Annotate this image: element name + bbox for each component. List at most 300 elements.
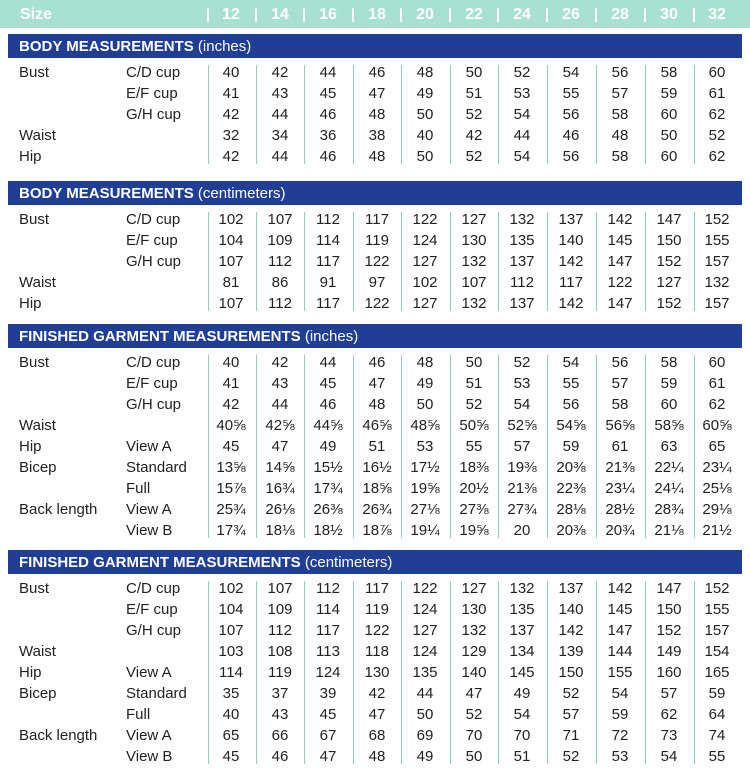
table-cell: 51 xyxy=(465,85,483,102)
table-cell: 139 xyxy=(558,643,584,660)
table-cell: 50 xyxy=(465,748,483,765)
table-cell: 104 xyxy=(218,232,244,249)
table-row xyxy=(0,272,750,293)
table-cell: 24¼ xyxy=(654,480,684,497)
table-cell: 26⅜ xyxy=(313,501,343,518)
table-cell: 107 xyxy=(218,622,244,639)
table-cell: 40⅝ xyxy=(216,417,246,434)
table-cell: 18½ xyxy=(313,522,343,539)
table-cell: 45 xyxy=(319,706,337,723)
table-row xyxy=(0,104,750,125)
table-row xyxy=(0,746,750,767)
table-row xyxy=(0,373,750,394)
table-cell: 18⅞ xyxy=(362,522,392,539)
table-cell: 119 xyxy=(365,232,389,249)
table-cell: 86 xyxy=(271,274,289,291)
size-header-22: 22 xyxy=(465,6,483,23)
section-unit: (centimeters) xyxy=(197,185,286,202)
measurement-sublabel: E/F cup xyxy=(126,375,178,392)
table-cell: 59 xyxy=(660,85,678,102)
table-cell: 50 xyxy=(465,64,483,81)
table-cell: 16¾ xyxy=(265,480,295,497)
table-cell: 46 xyxy=(562,127,580,144)
size-header-16: 16 xyxy=(319,6,337,23)
table-cell: 52 xyxy=(465,106,483,123)
table-row xyxy=(0,520,750,541)
table-cell: 45 xyxy=(222,438,240,455)
table-cell: 137 xyxy=(509,295,535,312)
table-cell: 147 xyxy=(607,295,633,312)
table-row xyxy=(0,352,750,373)
table-row xyxy=(0,457,750,478)
table-cell: 45 xyxy=(222,748,240,765)
table-cell: 42 xyxy=(222,106,240,123)
table-cell: 21⅜ xyxy=(507,480,537,497)
table-cell: 44 xyxy=(319,64,337,81)
measurement-sublabel: View B xyxy=(126,522,173,539)
table-cell: 132 xyxy=(461,253,487,270)
table-cell: 19¼ xyxy=(410,522,440,539)
table-cell: 72 xyxy=(611,727,629,744)
measurement-sublabel: Full xyxy=(126,480,151,497)
section-title xyxy=(8,181,742,205)
table-cell: 48 xyxy=(416,64,434,81)
table-cell: 59 xyxy=(708,685,726,702)
table-cell: 27⅜ xyxy=(459,501,489,518)
measurement-sublabel: View A xyxy=(126,727,172,744)
table-cell: 42 xyxy=(465,127,483,144)
table-cell: 14⅝ xyxy=(265,459,295,476)
table-cell: 54 xyxy=(562,64,580,81)
table-cell: 49 xyxy=(416,375,434,392)
table-cell: 152 xyxy=(704,211,730,228)
table-cell: 132 xyxy=(509,211,535,228)
table-cell: 56 xyxy=(562,148,580,165)
table-cell: 155 xyxy=(607,664,633,681)
table-cell: 55 xyxy=(708,748,726,765)
table-cell: 21⅜ xyxy=(605,459,635,476)
table-cell: 36 xyxy=(319,127,337,144)
table-cell: 63 xyxy=(660,438,678,455)
table-cell: 117 xyxy=(316,295,340,312)
table-cell: 19⅝ xyxy=(410,480,440,497)
table-cell: 40 xyxy=(416,127,434,144)
measurement-sublabel: Full xyxy=(126,706,151,723)
table-cell: 165 xyxy=(704,664,730,681)
table-cell: 127 xyxy=(461,580,487,597)
table-cell: 45 xyxy=(319,375,337,392)
table-cell: 32 xyxy=(222,127,240,144)
table-cell: 49 xyxy=(513,685,531,702)
table-cell: 81 xyxy=(222,274,240,291)
measurement-label: Hip xyxy=(19,148,42,165)
table-cell: 142 xyxy=(607,580,633,597)
table-cell: 34 xyxy=(271,127,289,144)
table-row xyxy=(0,704,750,725)
table-cell: 54 xyxy=(513,106,531,123)
table-cell: 37 xyxy=(271,685,289,702)
measurement-label: Hip xyxy=(19,438,42,455)
table-cell: 26⅛ xyxy=(265,501,295,518)
table-cell: 108 xyxy=(267,643,293,660)
table-cell: 129 xyxy=(461,643,487,660)
table-cell: 35 xyxy=(222,685,240,702)
table-cell: 54 xyxy=(660,748,678,765)
measurement-label: Bust xyxy=(19,354,50,371)
section-unit: (centimeters) xyxy=(304,554,393,571)
measurement-sublabel: E/F cup xyxy=(126,85,178,102)
table-cell: 124 xyxy=(315,664,341,681)
table-cell: 130 xyxy=(364,664,390,681)
table-row xyxy=(0,230,750,251)
table-cell: 22⅜ xyxy=(556,480,586,497)
table-cell: 46 xyxy=(368,354,386,371)
table-row xyxy=(0,683,750,704)
table-cell: 147 xyxy=(656,211,682,228)
table-cell: 149 xyxy=(656,643,682,660)
table-cell: 103 xyxy=(218,643,244,660)
table-cell: 142 xyxy=(558,622,584,639)
table-cell: 109 xyxy=(267,232,293,249)
table-row xyxy=(0,83,750,104)
table-cell: 62 xyxy=(660,706,678,723)
table-cell: 102 xyxy=(218,580,244,597)
table-row xyxy=(0,415,750,436)
table-cell: 46 xyxy=(319,148,337,165)
table-cell: 56 xyxy=(562,396,580,413)
table-cell: 52 xyxy=(513,354,531,371)
table-cell: 114 xyxy=(316,601,340,618)
measurement-label: Back length xyxy=(19,501,98,518)
measurement-sublabel: Standard xyxy=(126,685,187,702)
table-cell: 102 xyxy=(412,274,438,291)
table-cell: 17¾ xyxy=(313,480,343,497)
table-cell: 112 xyxy=(316,580,340,597)
table-row xyxy=(0,146,750,167)
table-cell: 62 xyxy=(708,106,726,123)
table-cell: 124 xyxy=(412,601,438,618)
table-cell: 46 xyxy=(368,64,386,81)
table-cell: 117 xyxy=(365,211,389,228)
measurement-sublabel: View A xyxy=(126,438,172,455)
table-cell: 104 xyxy=(218,601,244,618)
table-cell: 60 xyxy=(660,106,678,123)
table-cell: 57 xyxy=(513,438,531,455)
measurement-label: Bicep xyxy=(19,459,57,476)
table-cell: 97 xyxy=(368,274,386,291)
table-cell: 137 xyxy=(509,253,535,270)
table-cell: 27¾ xyxy=(507,501,537,518)
table-cell: 55 xyxy=(562,85,580,102)
table-cell: 19⅜ xyxy=(507,459,537,476)
table-cell: 50 xyxy=(416,148,434,165)
table-cell: 117 xyxy=(365,580,389,597)
table-cell: 20⅜ xyxy=(556,459,586,476)
table-cell: 52 xyxy=(465,706,483,723)
table-cell: 140 xyxy=(558,232,584,249)
table-cell: 157 xyxy=(704,622,730,639)
table-cell: 124 xyxy=(412,643,438,660)
section-unit: (inches) xyxy=(197,38,252,55)
table-cell: 23¼ xyxy=(605,480,635,497)
table-row xyxy=(0,662,750,683)
table-cell: 113 xyxy=(316,643,340,660)
table-cell: 20⅜ xyxy=(556,522,586,539)
table-row xyxy=(0,209,750,230)
measurement-sublabel: E/F cup xyxy=(126,232,178,249)
measurement-label: Bust xyxy=(19,580,50,597)
table-cell: 112 xyxy=(316,211,340,228)
table-cell: 152 xyxy=(656,622,682,639)
table-cell: 130 xyxy=(461,232,487,249)
table-cell: 132 xyxy=(704,274,730,291)
table-cell: 15⅞ xyxy=(216,480,246,497)
table-cell: 71 xyxy=(562,727,580,744)
table-cell: 42 xyxy=(271,64,289,81)
table-cell: 44 xyxy=(513,127,531,144)
size-header-32: 32 xyxy=(708,6,726,23)
table-cell: 58 xyxy=(611,148,629,165)
table-row xyxy=(0,725,750,746)
table-cell: 51 xyxy=(465,375,483,392)
table-cell: 48 xyxy=(368,396,386,413)
table-cell: 137 xyxy=(509,622,535,639)
table-cell: 109 xyxy=(267,601,293,618)
table-cell: 26¾ xyxy=(362,501,392,518)
table-cell: 70 xyxy=(465,727,483,744)
table-cell: 145 xyxy=(509,664,535,681)
table-cell: 132 xyxy=(461,295,487,312)
section-title xyxy=(8,550,742,574)
table-cell: 54 xyxy=(513,706,531,723)
table-cell: 47 xyxy=(319,748,337,765)
table-cell: 114 xyxy=(219,664,243,681)
table-cell: 144 xyxy=(607,643,633,660)
table-cell: 49 xyxy=(416,748,434,765)
measurement-sublabel: E/F cup xyxy=(126,601,178,618)
table-cell: 112 xyxy=(268,295,292,312)
table-cell: 155 xyxy=(704,601,730,618)
table-cell: 60 xyxy=(660,148,678,165)
table-cell: 58⅝ xyxy=(654,417,684,434)
table-cell: 54 xyxy=(611,685,629,702)
table-cell: 29⅛ xyxy=(702,501,732,518)
table-cell: 52 xyxy=(465,148,483,165)
table-cell: 54⅝ xyxy=(556,417,586,434)
size-header-label: Size xyxy=(20,6,53,23)
table-cell: 140 xyxy=(558,601,584,618)
table-cell: 155 xyxy=(704,232,730,249)
size-header-12: 12 xyxy=(222,6,240,23)
table-cell: 53 xyxy=(513,375,531,392)
table-cell: 60 xyxy=(660,396,678,413)
table-cell: 122 xyxy=(412,211,438,228)
table-cell: 45 xyxy=(319,85,337,102)
table-cell: 49 xyxy=(416,85,434,102)
table-cell: 150 xyxy=(656,232,682,249)
table-cell: 137 xyxy=(558,211,584,228)
table-cell: 119 xyxy=(365,601,389,618)
table-cell: 65 xyxy=(708,438,726,455)
table-cell: 23¼ xyxy=(702,459,732,476)
table-cell: 74 xyxy=(708,727,726,744)
measurement-label: Back length xyxy=(19,727,98,744)
measurement-label: Waist xyxy=(19,417,56,434)
table-cell: 50 xyxy=(416,106,434,123)
table-cell: 21⅛ xyxy=(654,522,684,539)
table-cell: 147 xyxy=(607,622,633,639)
table-cell: 66 xyxy=(271,727,289,744)
table-cell: 42 xyxy=(222,148,240,165)
table-cell: 112 xyxy=(510,274,534,291)
table-cell: 56 xyxy=(611,354,629,371)
table-cell: 135 xyxy=(412,664,438,681)
measurement-label: Hip xyxy=(19,295,42,312)
table-cell: 61 xyxy=(708,375,726,392)
size-header-row xyxy=(0,0,750,28)
table-cell: 150 xyxy=(656,601,682,618)
table-row xyxy=(0,499,750,520)
table-row xyxy=(0,125,750,146)
table-cell: 58 xyxy=(611,106,629,123)
table-row xyxy=(0,251,750,272)
table-cell: 69 xyxy=(416,727,434,744)
size-header-14: 14 xyxy=(271,6,289,23)
measurement-label: Waist xyxy=(19,127,56,144)
table-cell: 127 xyxy=(656,274,682,291)
table-cell: 59 xyxy=(562,438,580,455)
table-cell: 114 xyxy=(316,232,340,249)
table-row xyxy=(0,578,750,599)
table-cell: 42 xyxy=(222,396,240,413)
table-cell: 135 xyxy=(509,232,535,249)
measurement-label: Waist xyxy=(19,274,56,291)
table-cell: 135 xyxy=(509,601,535,618)
table-cell: 122 xyxy=(364,295,390,312)
table-cell: 102 xyxy=(218,211,244,228)
table-cell: 130 xyxy=(461,601,487,618)
table-cell: 57 xyxy=(660,685,678,702)
table-cell: 145 xyxy=(607,232,633,249)
table-row xyxy=(0,478,750,499)
table-row xyxy=(0,641,750,662)
measurement-sublabel: Standard xyxy=(126,459,187,476)
table-cell: 152 xyxy=(656,295,682,312)
table-cell: 59 xyxy=(611,706,629,723)
table-cell: 48 xyxy=(368,748,386,765)
table-cell: 127 xyxy=(412,253,438,270)
table-cell: 48 xyxy=(368,148,386,165)
table-cell: 118 xyxy=(365,643,389,660)
size-header-28: 28 xyxy=(611,6,629,23)
table-cell: 40 xyxy=(222,354,240,371)
table-cell: 58 xyxy=(660,64,678,81)
table-cell: 50 xyxy=(416,396,434,413)
table-cell: 122 xyxy=(364,622,390,639)
measurement-sublabel: C/D cup xyxy=(126,64,181,81)
table-cell: 62 xyxy=(708,396,726,413)
measurement-label: Bust xyxy=(19,64,50,81)
section-title xyxy=(8,324,742,348)
table-cell: 13⅝ xyxy=(216,459,246,476)
table-cell: 60 xyxy=(708,64,726,81)
table-cell: 43 xyxy=(271,706,289,723)
table-cell: 20¾ xyxy=(605,522,635,539)
table-cell: 117 xyxy=(316,253,340,270)
table-cell: 107 xyxy=(267,211,293,228)
table-cell: 70 xyxy=(513,727,531,744)
table-cell: 57 xyxy=(611,85,629,102)
table-cell: 47 xyxy=(368,85,386,102)
section-title-text: FINISHED GARMENT MEASUREMENTS xyxy=(19,554,301,571)
measurement-sublabel: C/D cup xyxy=(126,354,181,371)
table-cell: 107 xyxy=(461,274,487,291)
table-row xyxy=(0,599,750,620)
table-cell: 132 xyxy=(461,622,487,639)
table-cell: 61 xyxy=(611,438,629,455)
table-cell: 25¾ xyxy=(216,501,246,518)
table-cell: 48⅝ xyxy=(410,417,440,434)
table-cell: 107 xyxy=(218,253,244,270)
table-cell: 46 xyxy=(319,106,337,123)
table-cell: 122 xyxy=(412,580,438,597)
table-row xyxy=(0,293,750,314)
table-cell: 39 xyxy=(319,685,337,702)
table-cell: 154 xyxy=(704,643,730,660)
table-cell: 25⅛ xyxy=(702,480,732,497)
table-cell: 73 xyxy=(660,727,678,744)
measurement-label: Bust xyxy=(19,211,50,228)
table-cell: 53 xyxy=(416,438,434,455)
table-cell: 59 xyxy=(660,375,678,392)
table-cell: 157 xyxy=(704,295,730,312)
table-row xyxy=(0,436,750,457)
measurement-sublabel: View B xyxy=(126,748,173,765)
table-cell: 15½ xyxy=(313,459,343,476)
section-title-text: FINISHED GARMENT MEASUREMENTS xyxy=(19,328,301,345)
size-header-20: 20 xyxy=(416,6,434,23)
table-cell: 51 xyxy=(368,438,386,455)
table-cell: 20 xyxy=(513,522,531,539)
table-cell: 147 xyxy=(656,580,682,597)
table-cell: 64 xyxy=(708,706,726,723)
table-cell: 61 xyxy=(708,85,726,102)
table-cell: 50⅝ xyxy=(459,417,489,434)
table-cell: 107 xyxy=(218,295,244,312)
table-cell: 60 xyxy=(708,354,726,371)
table-cell: 44⅝ xyxy=(313,417,343,434)
table-cell: 68 xyxy=(368,727,386,744)
table-cell: 57 xyxy=(562,706,580,723)
table-cell: 160 xyxy=(656,664,682,681)
table-cell: 52 xyxy=(465,396,483,413)
section-title-text: BODY MEASUREMENTS xyxy=(19,38,194,55)
table-cell: 54 xyxy=(562,354,580,371)
table-cell: 44 xyxy=(271,148,289,165)
table-cell: 142 xyxy=(558,253,584,270)
table-cell: 48 xyxy=(368,106,386,123)
table-cell: 44 xyxy=(416,685,434,702)
table-cell: 50 xyxy=(416,706,434,723)
table-cell: 127 xyxy=(461,211,487,228)
table-cell: 17½ xyxy=(410,459,440,476)
table-cell: 147 xyxy=(607,253,633,270)
measurement-sublabel: G/H cup xyxy=(126,622,182,639)
table-cell: 43 xyxy=(271,85,289,102)
measurement-sublabel: C/D cup xyxy=(126,211,181,228)
size-header-18: 18 xyxy=(368,6,386,23)
measurement-sublabel: G/H cup xyxy=(126,253,182,270)
